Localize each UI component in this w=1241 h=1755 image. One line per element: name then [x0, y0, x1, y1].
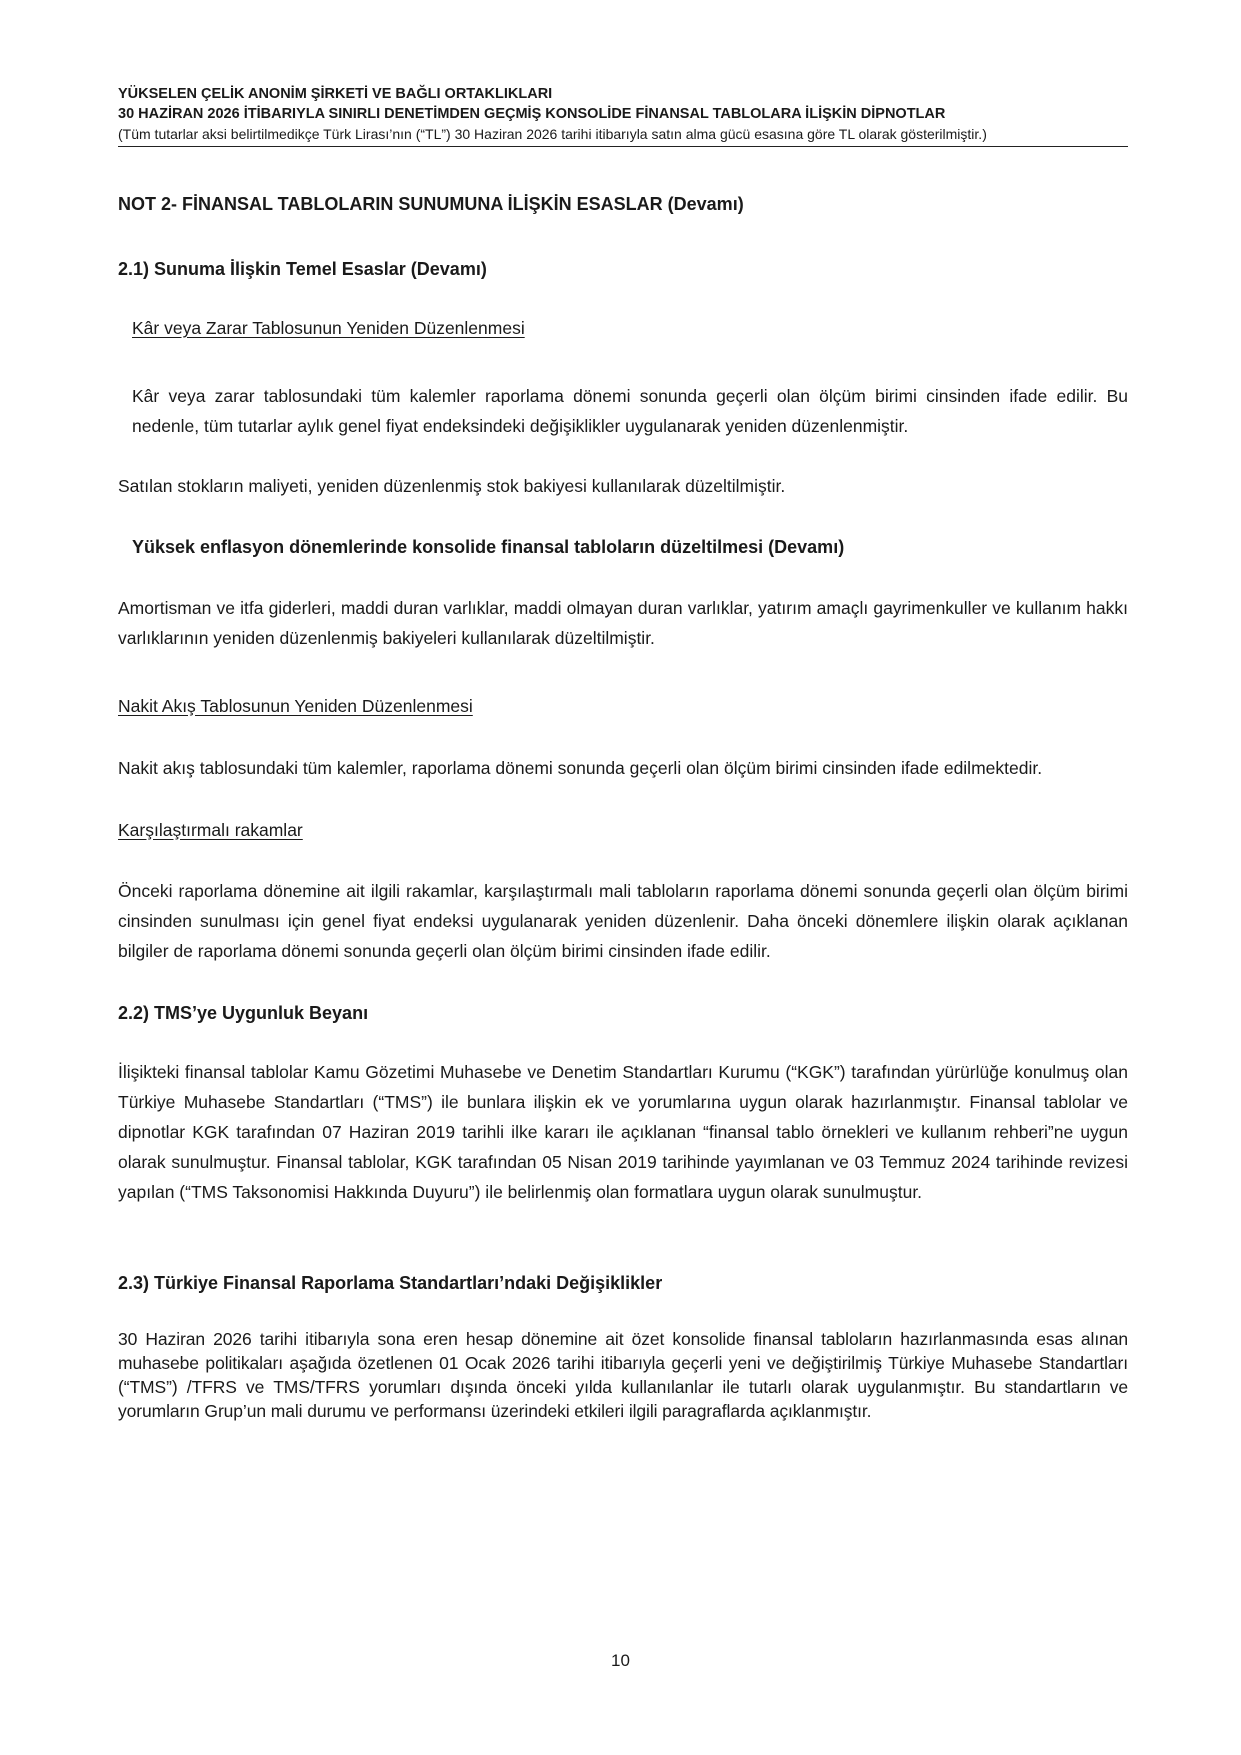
- section-2-3-paragraph: 30 Haziran 2026 tarihi itibarıyla sona eren hesap dönemine ait özet konsolide finansal tabloların hazırlanmasında esas alınan muhasebe politikaları aşağıda özetlenen 01 Ocak 2026 tarihi itibarıyla geçerli yeni ve değiştirilmiş Türkiye Muhasebe Standartları (“TMS”) /TFRS ve TMS/TFRS yorumları dışında önceki yılda kullanılanlar ile tutarlı olarak uygulanmıştır. Bu standartların ve yorumların Grup’un mali durumu ve performansı üzerindeki etkileri ilgili paragraflarda açıklanmıştır.: [118, 1329, 1128, 1421]
- section-2-1-title: 2.1) Sunuma İlişkin Temel Esaslar (Devamı): [118, 259, 487, 279]
- nakit-paragraph: Nakit akış tablosundaki tüm kalemler, raporlama dönemi sonunda geçerli olan ölçüm birimi cinsinden ifade edilmektedir.: [118, 758, 1043, 778]
- report-title: 30 HAZİRAN 2026 İTİBARIYLA SINIRLI DENETİMDEN GEÇMİŞ KONSOLİDE FİNANSAL TABLOLARA İLİŞKİN DİPNOTLAR: [118, 106, 946, 122]
- section-2-2-paragraph: İlişikteki finansal tablolar Kamu Gözetimi Muhasebe ve Denetim Standartları Kurumu (“KGK”) tarafından yürürlüğe konulmuş olan Türkiye Muhasebe Standartları (“TMS”) ile bunlara ilişkin ek ve yorumlarına uygun olarak hazırlanmıştır. Finansal tablolar ve dipnotlar KGK tarafından 07 Haziran 2019 tarihli ilke kararı ile açıklanan “finansal tablo örnekleri ve kullanım rehberi”ne uygun olarak sunulmuştur. Finansal tablolar, KGK tarafından 05 Nisan 2019 tarihinde yayımlanan ve 03 Temmuz 2024 tarihinde revizesi yapılan (“TMS Taksonomisi Hakkında Duyuru”) ile belirlenmiş olan formatlara uygun olarak sunulmuştur.: [118, 1062, 1128, 1202]
- nakit-heading-text: Nakit Akış Tablosunun Yeniden Düzenlenmesi: [118, 696, 473, 716]
- kar-zarar-heading-text: Kâr veya Zarar Tablosunun Yeniden Düzenlenmesi: [132, 318, 525, 338]
- kar-zarar-paragraph: Kâr veya zarar tablosundaki tüm kalemler raporlama dönemi sonunda geçerli olan ölçüm birimi cinsinden ifade edilir. Bu nedenle, tüm tutarlar aylık genel fiyat endeksindeki değişiklikler uygulanarak yeniden düzenlenmiştir.: [132, 386, 1128, 436]
- currency-note: (Tüm tutarlar aksi belirtilmedikçe Türk Lirası’nın (“TL”) 30 Haziran 2026 tarihi itibarıyla satın alma gücü esasına göre TL olarak gösterilmiştir.): [118, 126, 987, 142]
- company-name: YÜKSELEN ÇELİK ANONİM ŞİRKETİ VE BAĞLI ORTAKLIKLARI: [118, 86, 553, 102]
- amortisman-paragraph: Amortisman ve itfa giderleri, maddi duran varlıklar, maddi olmayan duran varlıklar, yatırım amaçlı gayrimenkuller ve kullanım hakkı varlıklarının yeniden düzenlenmiş bakiyeleri kullanılarak düzeltilmiştir.: [118, 598, 1128, 648]
- karsilastirmali-paragraph: Önceki raporlama dönemine ait ilgili rakamlar, karşılaştırmalı mali tabloların raporlama dönemi sonunda geçerli olan ölçüm birimi cinsinden sunulması için genel fiyat endeksi uygulanarak yeniden düzenlenir. Daha önceki dönemlere ilişkin olarak açıklanan bilgiler de raporlama dönemi sonunda geçerli olan ölçüm birimi cinsinden ifade edilir.: [118, 881, 1128, 961]
- page-number: 10: [611, 1651, 630, 1670]
- stok-paragraph: Satılan stokların maliyeti, yeniden düzenlenmiş stok bakiyesi kullanılarak düzeltilmiştir.: [118, 476, 786, 496]
- karsilastirmali-heading-text: Karşılaştırmalı rakamlar: [118, 820, 303, 840]
- kar-zarar-heading: [132, 313, 1128, 343]
- section-2-3-title: 2.3) Türkiye Finansal Raporlama Standartları’ndaki Değişiklikler: [118, 1273, 663, 1293]
- section-2-2-title: 2.2) TMS’ye Uygunluk Beyanı: [118, 1003, 369, 1023]
- note-title: NOT 2- FİNANSAL TABLOLARIN SUNUMUNA İLİŞKİN ESASLAR (Devamı): [118, 194, 744, 214]
- enflasyon-heading: Yüksek enflasyon dönemlerinde konsolide finansal tabloların düzeltilmesi (Devamı): [132, 537, 845, 557]
- page-header: [118, 84, 1128, 147]
- nakit-heading: [118, 691, 1128, 721]
- karsilastirmali-heading: [118, 815, 1128, 845]
